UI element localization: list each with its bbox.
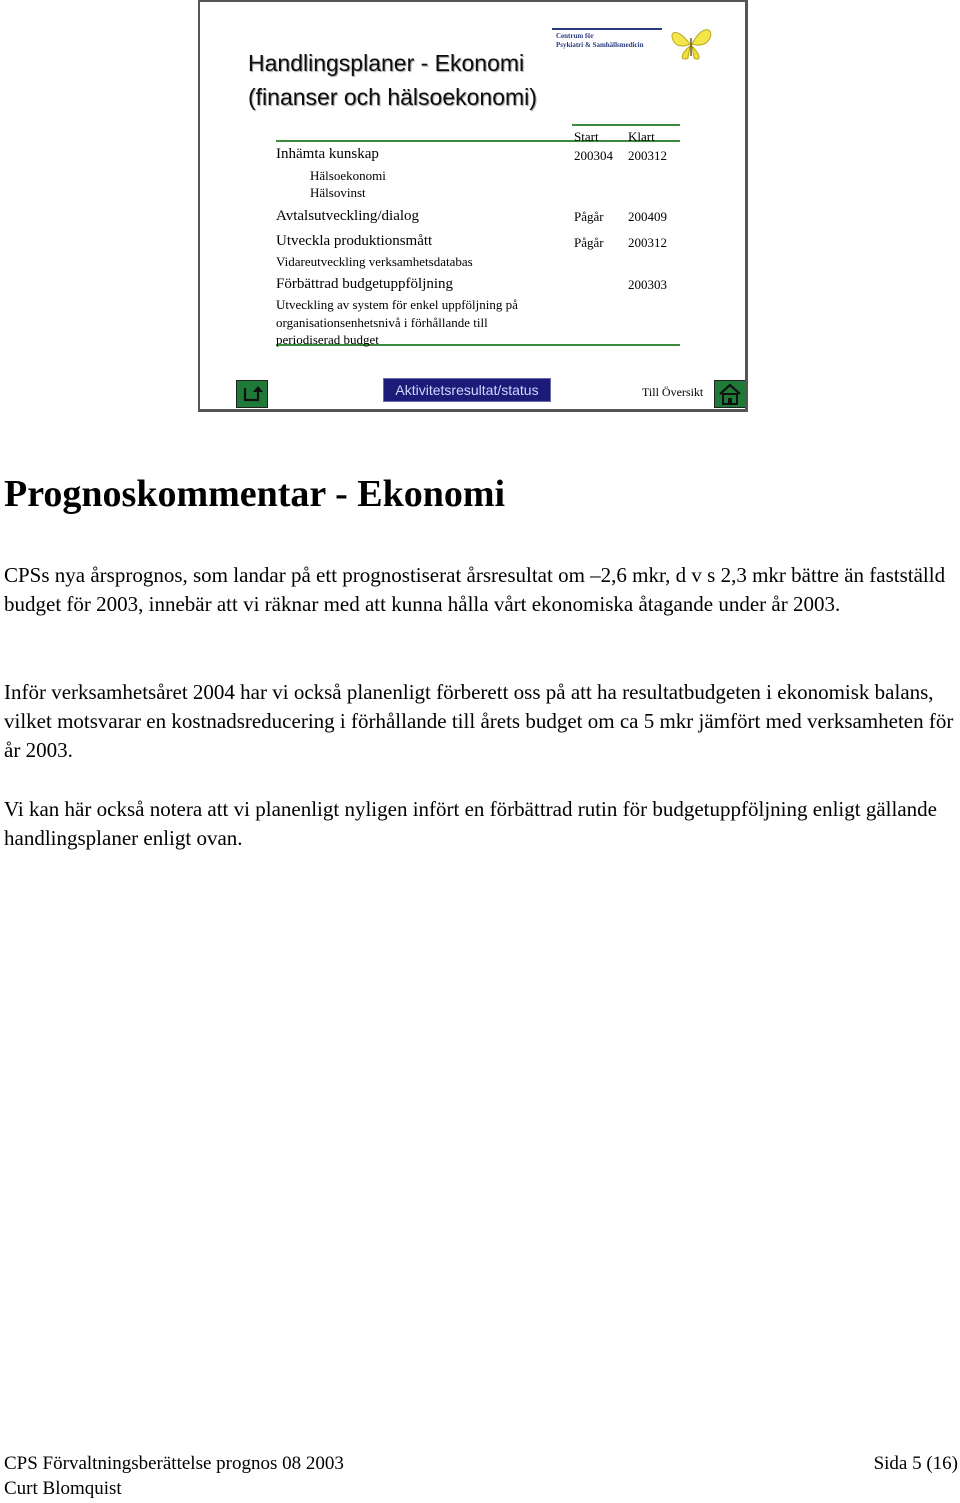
slide-title: Handlingsplaner - Ekonomi <box>248 50 525 76</box>
table-row-label: Hälsovinst <box>310 185 366 200</box>
action-plan-table <box>200 2 745 409</box>
table-cell-start: 200304 <box>574 148 613 163</box>
footer-page-number: Sida 5 (16) <box>873 1453 958 1474</box>
table-row-label: Hälsoekonomi <box>310 168 386 183</box>
organization-logo: Centrum för Psykiatri & Samhällsmedicin <box>556 32 644 50</box>
body-paragraph: Inför verksamhetsåret 2004 har vi också planenligt förberett oss på att ha resultatbudgeten i ekonomisk balans, vilket motsvarar en kostnadsreducering i förhållande till årets budget om ca 5 mkr jämfört med verksamheten för år 2003. <box>4 680 954 762</box>
table-cell-done: 200409 <box>628 209 667 224</box>
table-cell-start: Pågår <box>574 235 604 250</box>
embedded-slide <box>198 0 748 412</box>
back-arrow-icon[interactable] <box>236 380 268 408</box>
table-row-label: periodiserad budget <box>276 332 379 347</box>
table-cell-start: Pågår <box>574 209 604 224</box>
footer-author: Curt Blomquist <box>4 1478 122 1499</box>
page-heading: Prognoskommentar - Ekonomi <box>4 473 506 515</box>
footer-document-title: CPS Förvaltningsberättelse prognos 08 2003 <box>4 1453 344 1474</box>
table-row-label: Utveckling av system för enkel uppföljning på <box>276 297 518 312</box>
home-icon[interactable] <box>714 380 746 408</box>
table-row-label: Utveckla produktionsmått <box>276 233 433 249</box>
table-row-label: organisationsenhetsnivå i förhållande till <box>276 315 488 330</box>
activity-status-button[interactable]: Aktivitetsresultat/status <box>383 378 551 402</box>
table-cell-done: 200303 <box>628 277 667 292</box>
table-row-label: Avtalsutveckling/dialog <box>276 208 420 224</box>
table-row-label: Förbättrad budgetuppföljning <box>276 276 454 292</box>
column-header-done: Klart <box>628 129 655 144</box>
body-paragraph: Vi kan här också notera att vi planenligt nyligen infört en förbättrad rutin för budgetuppföljning enligt gällande handlingsplaner enligt ovan. <box>4 797 937 850</box>
table-row-label: Inhämta kunskap <box>276 146 379 162</box>
table-cell-done: 200312 <box>628 235 667 250</box>
table-cell-done: 200312 <box>628 148 667 163</box>
column-header-start: Start <box>574 129 599 144</box>
overview-link[interactable]: Till Översikt <box>642 385 704 399</box>
slide-subtitle: (finanser och hälsoekonomi) <box>248 84 537 110</box>
table-row-label: Vidareutveckling verksamhetsdatabas <box>276 254 473 269</box>
body-paragraph: CPSs nya årsprognos, som landar på ett prognostiserat årsresultat om –2,6 mkr, d v s 2,3 mkr bättre än fastställd budget för 2003, innebär att vi räknar med att kunna hålla vårt ekonomiska åtagande under år 2003. <box>4 563 946 616</box>
